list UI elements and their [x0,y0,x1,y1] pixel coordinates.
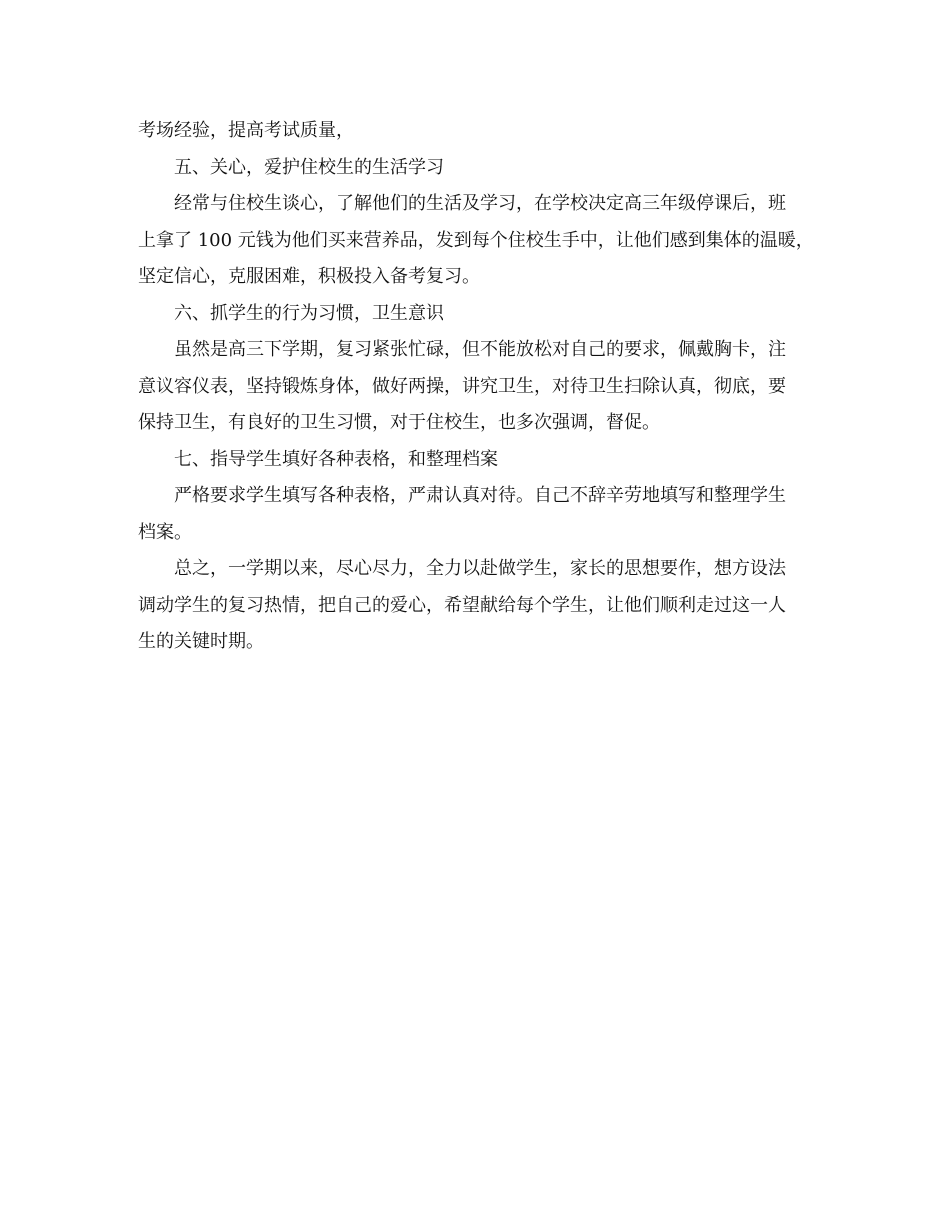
paragraph-line: 虽然是高三下学期，复习紧张忙碌，但不能放松对自己的要求，佩戴胸卡，注 [174,339,786,360]
paragraph-line: 保持卫生，有良好的卫生习惯，对于住校生，也多次强调，督促。 [138,412,660,433]
paragraph-line: 经常与住校生谈心，了解他们的生活及学习，在学校决定高三年级停课后，班 [174,193,786,214]
paragraph-line: 调动学生的复习热情，把自己的爱心，希望献给每个学生，让他们顺利走过这一人 [138,594,786,616]
paragraph-line: 考场经验，提高考试质量， [138,120,354,141]
section-heading-6: 六、抓学生的行为习惯，卫生意识 [174,302,444,324]
document-body [138,113,830,661]
paragraph-line: 档案。 [138,521,192,543]
paragraph-line: 上拿了 100 元钱为他们买来营养品，发到每个住校生手中，让他们感到集体的温暖， [138,229,814,251]
paragraph-line: 总之，一学期以来，尽心尽力，全力以赴做学生，家长的思想要作，想方设法 [174,558,786,579]
paragraph-line: 意议容仪表，坚持锻炼身体，做好两操，讲究卫生，对待卫生扫除认真，彻底，要 [138,375,786,397]
section-heading-7: 七、指导学生填好各种表格，和整理档案 [174,448,498,470]
paragraph-line: 严格要求学生填写各种表格，严肃认真对待。自己不辞辛劳地填写和整理学生 [174,485,786,506]
paragraph-line: 坚定信心，克服困难，积极投入备考复习。 [138,266,480,287]
paragraph-line: 生的关键时期。 [138,631,264,652]
section-heading-5: 五、关心，爱护住校生的生活学习 [174,156,444,178]
